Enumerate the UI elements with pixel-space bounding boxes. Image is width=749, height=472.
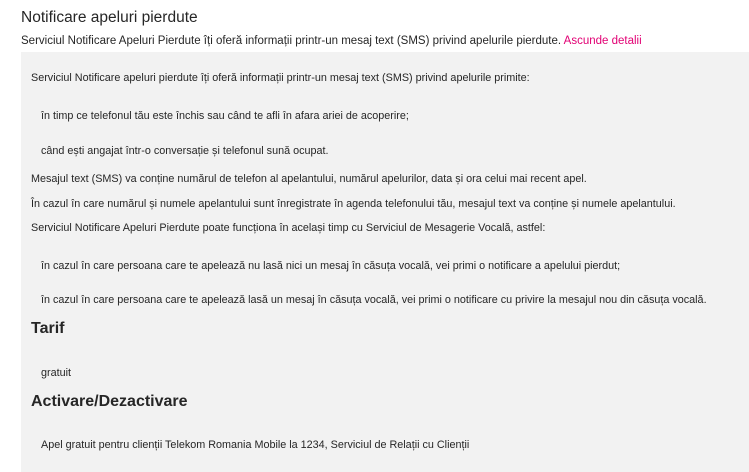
tariff-heading: Tarif (31, 320, 65, 337)
sms-content-text: Mesajul text (SMS) va conține numărul de telefon al apelantului, numărul apelurilor, data și ora celui mai recent apel. (31, 173, 587, 185)
voicemail-intro-text: Serviciul Notificare Apeluri Pierdute poate funcționa în același timp cu Serviciul de Mesagerie Vocală, astfel: (31, 222, 546, 234)
activation-heading: Activare/Dezactivare (31, 393, 188, 410)
condition-item: când ești angajat într-o conversație și telefonul sună ocupat. (41, 145, 329, 157)
details-panel (21, 52, 749, 472)
voicemail-case-item: în cazul în care persoana care te apelează nu lasă nici un mesaj în căsuța vocală, vei primi o notificare a apelului pierdut; (41, 260, 621, 272)
service-description: Serviciul Notificare apeluri pierdute îți oferă informații printr-un mesaj text (SMS) privind apelurile primite: (31, 72, 530, 84)
tariff-value: gratuit (41, 367, 72, 379)
hide-details-link[interactable]: Ascunde detalii (563, 35, 642, 47)
activation-text: Apel gratuit pentru clienții Telekom Romania Mobile la 1234, Serviciul de Relații cu Clienții (41, 439, 470, 451)
service-intro (21, 35, 642, 47)
voicemail-case-item: în cazul în care persoana care te apelează lasă un mesaj în căsuța vocală, vei primi o notificare cu privire la mesajul nou din căsuța vocală. (41, 294, 707, 306)
service-intro-text: Serviciul Notificare Apeluri Pierdute îți oferă informații printr-un mesaj text (SMS) privind apelurile pierdute. (21, 35, 562, 47)
agenda-note-text: În cazul în care numărul și numele apelantului sunt înregistrate în agenda telefonului tău, mesajul text va conține și numele apelantului. (31, 198, 676, 210)
page-title: Notificare apeluri pierdute (21, 9, 198, 26)
condition-item: în timp ce telefonul tău este închis sau când te afli în afara ariei de acoperire; (41, 110, 409, 122)
